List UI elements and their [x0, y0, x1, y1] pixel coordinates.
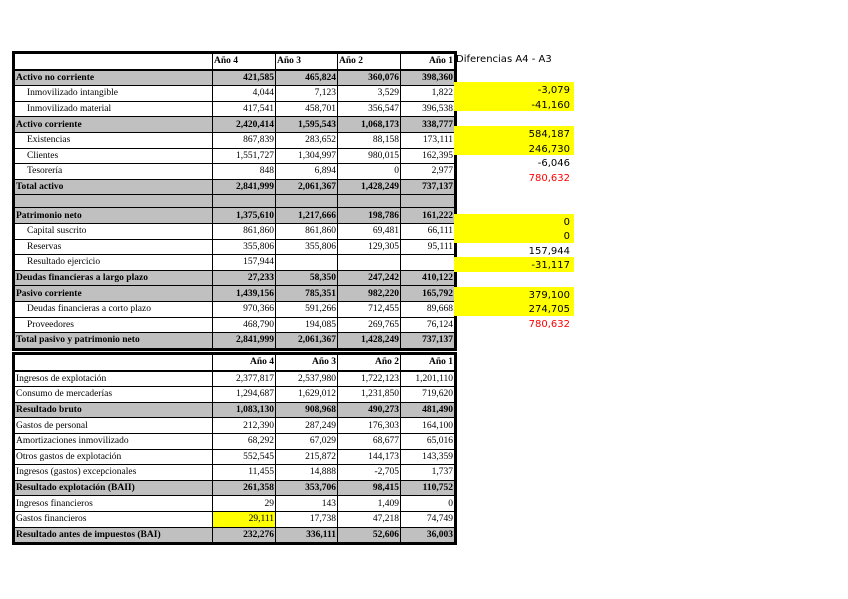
income-cell: 481,490: [401, 402, 455, 418]
income-row-label: Otros gastos de explotación: [15, 449, 213, 465]
income-row: [15, 371, 455, 387]
balance-cell: 95,111: [401, 239, 455, 255]
balance-row-label: Pasivo corriente: [15, 286, 213, 302]
income-row-label: Gastos financieros: [15, 511, 213, 527]
balance-row-label: Deudas financieras a corto plazo: [15, 301, 213, 317]
balance-row-label: Capital suscrito: [15, 223, 213, 239]
income-row-label: Consumo de mercaderías: [15, 387, 213, 403]
balance-header-1: Año 4: [213, 54, 276, 70]
income-row: [15, 387, 455, 403]
balance-row-label: Deudas financieras a largo plazo: [15, 270, 213, 286]
balance-sheet-table: [14, 53, 455, 349]
balance-row: [15, 164, 455, 180]
income-cell: 1,083,130: [213, 402, 276, 418]
income-cell: 0: [401, 496, 455, 512]
balance-cell: 861,860: [276, 223, 338, 239]
balance-cell: 861,860: [213, 223, 276, 239]
income-row: [15, 449, 455, 465]
balance-row: [15, 208, 455, 224]
balance-cell: 1,068,173: [338, 117, 401, 133]
balance-cell: [213, 195, 276, 208]
difference-cell: 584,187: [454, 126, 574, 141]
income-row-label: Ingresos de explotación: [15, 371, 213, 387]
balance-cell: 0: [338, 164, 401, 180]
balance-row: [15, 86, 455, 102]
income-cell: 17,738: [276, 511, 338, 527]
balance-cell: 2,061,367: [276, 333, 338, 349]
income-row: [15, 433, 455, 449]
income-cell: 1,201,110: [401, 371, 455, 387]
income-cell: 29,111: [213, 511, 276, 527]
balance-cell: 970,366: [213, 301, 276, 317]
balance-cell: 980,015: [338, 148, 401, 164]
income-cell: 1,722,123: [338, 371, 401, 387]
income-row-label: Resultado antes de impuestos (BAI): [15, 527, 213, 543]
balance-cell: 162,395: [401, 148, 455, 164]
balance-cell: 66,111: [401, 223, 455, 239]
income-cell: 1,737: [401, 465, 455, 481]
balance-cell: [276, 255, 338, 271]
income-cell: -2,705: [338, 465, 401, 481]
balance-cell: 737,137: [401, 333, 455, 349]
balance-cell: 2,841,999: [213, 333, 276, 349]
balance-cell: 6,894: [276, 164, 338, 180]
income-cell: 232,276: [213, 527, 276, 543]
balance-row-label: Existencias: [15, 132, 213, 148]
difference-cell: [454, 199, 574, 214]
income-header-1: Año 4: [213, 355, 276, 371]
income-cell: 908,968: [276, 402, 338, 418]
balance-row-label: Inmovilizado intangible: [15, 86, 213, 102]
balance-cell: 356,547: [338, 101, 401, 117]
balance-row: [15, 286, 455, 302]
balance-cell: 1,595,543: [276, 117, 338, 133]
balance-cell: 1,375,610: [213, 208, 276, 224]
balance-cell: 89,668: [401, 301, 455, 317]
balance-cell: 27,233: [213, 270, 276, 286]
balance-cell: 161,222: [401, 208, 455, 224]
difference-cell: 379,100: [454, 287, 574, 302]
balance-row: [15, 179, 455, 195]
income-cell: 14,888: [276, 465, 338, 481]
income-cell: 1,231,850: [338, 387, 401, 403]
balance-cell: 591,266: [276, 301, 338, 317]
balance-header-2: Año 3: [276, 54, 338, 70]
balance-row-label: Clientes: [15, 148, 213, 164]
income-header-2: Año 3: [276, 355, 338, 371]
income-cell: 215,872: [276, 449, 338, 465]
income-cell: 1,294,687: [213, 387, 276, 403]
income-cell: 68,292: [213, 433, 276, 449]
balance-cell: 165,792: [401, 286, 455, 302]
income-row: [15, 511, 455, 527]
balance-cell: 198,786: [338, 208, 401, 224]
difference-cell: [454, 68, 574, 83]
balance-cell: 3,529: [338, 86, 401, 102]
income-row: [15, 496, 455, 512]
balance-cell: 129,305: [338, 239, 401, 255]
income-cell: 47,218: [338, 511, 401, 527]
balance-cell: 2,061,367: [276, 179, 338, 195]
balance-cell: 468,790: [213, 317, 276, 333]
balance-cell: 1,551,727: [213, 148, 276, 164]
difference-cell: -6,046: [537, 158, 570, 170]
balance-row: [15, 333, 455, 349]
balance-row-label: Patrimonio neto: [15, 208, 213, 224]
balance-row-label: Activo corriente: [15, 117, 213, 133]
income-cell: 143,359: [401, 449, 455, 465]
balance-cell: [276, 195, 338, 208]
balance-cell: 1,428,249: [338, 333, 401, 349]
balance-row: [15, 101, 455, 117]
differences-title: Diferencias A4 - A3: [456, 54, 552, 65]
balance-cell: 173,111: [401, 132, 455, 148]
difference-cell: -31,117: [454, 257, 574, 272]
balance-header-0: [15, 54, 213, 70]
balance-cell: 269,765: [338, 317, 401, 333]
balance-row: [15, 301, 455, 317]
income-row: [15, 418, 455, 434]
balance-cell: 194,085: [276, 317, 338, 333]
income-cell: 353,706: [276, 480, 338, 496]
balance-cell: 396,538: [401, 101, 455, 117]
income-cell: 164,100: [401, 418, 455, 434]
income-cell: 98,415: [338, 480, 401, 496]
balance-cell: 1,439,156: [213, 286, 276, 302]
income-cell: 719,620: [401, 387, 455, 403]
income-statement-table: [14, 354, 455, 543]
income-cell: 287,249: [276, 418, 338, 434]
income-header-row: [15, 355, 455, 371]
balance-cell: 355,806: [276, 239, 338, 255]
balance-header-3: Año 2: [338, 54, 401, 70]
balance-cell: 1,428,249: [338, 179, 401, 195]
balance-row: [15, 255, 455, 271]
difference-cell: 246,730: [454, 141, 574, 156]
balance-row-label: [15, 195, 213, 208]
income-cell: 1,629,012: [276, 387, 338, 403]
difference-cell: 0: [454, 214, 574, 229]
income-cell: 490,273: [338, 402, 401, 418]
income-cell: 552,545: [213, 449, 276, 465]
balance-row-label: Inmovilizado material: [15, 101, 213, 117]
difference-cell: 780,632: [528, 318, 570, 330]
income-row: [15, 480, 455, 496]
balance-cell: 69,481: [338, 223, 401, 239]
difference-cell: -3,079: [454, 82, 574, 97]
income-row-label: Ingresos financieros: [15, 496, 213, 512]
difference-cell: 157,944: [528, 245, 570, 257]
balance-row: [15, 70, 455, 86]
income-row-label: Amortizaciones inmovilizado: [15, 433, 213, 449]
balance-row-label: Proveedores: [15, 317, 213, 333]
difference-cell: -41,160: [454, 97, 574, 112]
balance-row: [15, 239, 455, 255]
difference-cell: 0: [454, 228, 574, 243]
balance-cell: 982,220: [338, 286, 401, 302]
income-cell: 336,111: [276, 527, 338, 543]
balance-cell: 157,944: [213, 255, 276, 271]
differences-column: [454, 53, 574, 330]
balance-cell: 283,652: [276, 132, 338, 148]
income-row-label: Gastos de personal: [15, 418, 213, 434]
balance-header-4: Año 1: [401, 54, 455, 70]
income-cell: 11,455: [213, 465, 276, 481]
balance-row: [15, 117, 455, 133]
balance-row-label: Resultado ejercicio: [15, 255, 213, 271]
income-cell: 110,752: [401, 480, 455, 496]
difference-cell: 274,705: [454, 301, 574, 316]
balance-row-label: Activo no corriente: [15, 70, 213, 86]
balance-cell: [338, 255, 401, 271]
balance-row-label: Total pasivo y patrimonio neto: [15, 333, 213, 349]
income-cell: 212,390: [213, 418, 276, 434]
income-cell: 52,606: [338, 527, 401, 543]
balance-cell: 247,242: [338, 270, 401, 286]
balance-cell: 355,806: [213, 239, 276, 255]
balance-cell: 712,455: [338, 301, 401, 317]
balance-cell: 7,123: [276, 86, 338, 102]
income-cell: 74,749: [401, 511, 455, 527]
balance-cell: 2,420,414: [213, 117, 276, 133]
balance-cell: 417,541: [213, 101, 276, 117]
balance-cell: 867,839: [213, 132, 276, 148]
balance-cell: 4,044: [213, 86, 276, 102]
income-cell: 143: [276, 496, 338, 512]
balance-cell: 421,585: [213, 70, 276, 86]
income-cell: 261,358: [213, 480, 276, 496]
balance-row: [15, 148, 455, 164]
balance-row: [15, 317, 455, 333]
balance-cell: 76,124: [401, 317, 455, 333]
income-row-label: Ingresos (gastos) excepcionales: [15, 465, 213, 481]
balance-cell: 338,777: [401, 117, 455, 133]
income-cell: 144,173: [338, 449, 401, 465]
balance-row-label: Tesorería: [15, 164, 213, 180]
balance-row: [15, 270, 455, 286]
balance-row-label: Reservas: [15, 239, 213, 255]
balance-cell: 410,122: [401, 270, 455, 286]
income-row: [15, 527, 455, 543]
income-header-4: Año 1: [401, 355, 455, 371]
balance-cell: [338, 195, 401, 208]
balance-cell: [401, 195, 455, 208]
income-cell: 29: [213, 496, 276, 512]
income-cell: 67,029: [276, 433, 338, 449]
balance-cell: 1,217,666: [276, 208, 338, 224]
balance-cell: 2,977: [401, 164, 455, 180]
income-row-label: Resultado bruto: [15, 402, 213, 418]
difference-cell: [454, 184, 574, 199]
balance-cell: 1,304,997: [276, 148, 338, 164]
difference-cell: [454, 111, 574, 126]
income-cell: 2,377,817: [213, 371, 276, 387]
balance-cell: 58,350: [276, 270, 338, 286]
balance-cell: 88,158: [338, 132, 401, 148]
income-cell: 2,537,980: [276, 371, 338, 387]
balance-cell: 458,701: [276, 101, 338, 117]
balance-cell: 737,137: [401, 179, 455, 195]
income-cell: 65,016: [401, 433, 455, 449]
balance-cell: 1,822: [401, 86, 455, 102]
balance-row: [15, 132, 455, 148]
income-header-0: [15, 355, 213, 371]
balance-cell: 785,351: [276, 286, 338, 302]
balance-cell: 2,841,999: [213, 179, 276, 195]
income-header-3: Año 2: [338, 355, 401, 371]
income-cell: 36,003: [401, 527, 455, 543]
income-row-label: Resultado explotación (BAII): [15, 480, 213, 496]
income-row: [15, 465, 455, 481]
difference-cell: [454, 272, 574, 287]
balance-row: [15, 223, 455, 239]
balance-cell: 360,076: [338, 70, 401, 86]
balance-header-row: [15, 54, 455, 70]
balance-cell: 848: [213, 164, 276, 180]
income-cell: 1,409: [338, 496, 401, 512]
balance-row: [15, 195, 455, 208]
difference-cell: 780,632: [528, 172, 570, 184]
balance-cell: [401, 255, 455, 271]
balance-row-label: Total activo: [15, 179, 213, 195]
balance-cell: 398,360: [401, 70, 455, 86]
balance-cell: 465,824: [276, 70, 338, 86]
income-row: [15, 402, 455, 418]
income-cell: 68,677: [338, 433, 401, 449]
income-cell: 176,303: [338, 418, 401, 434]
